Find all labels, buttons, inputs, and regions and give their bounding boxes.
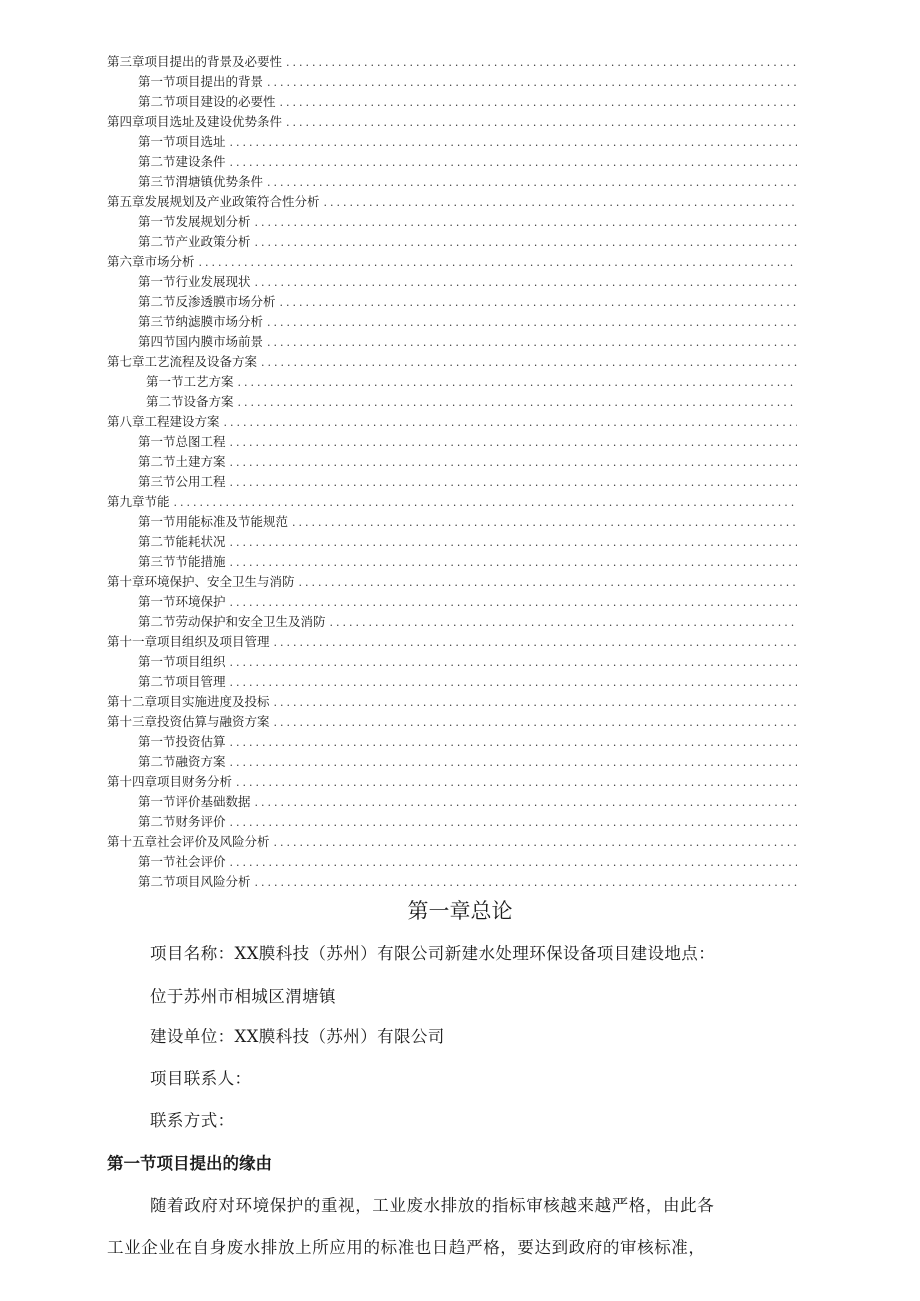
toc-dot-leader	[267, 333, 797, 353]
toc-entry-text: 第一节总图工程	[138, 434, 226, 449]
toc-entry-text: 第一节评价基础数据	[138, 794, 251, 809]
toc-chapter-entry[interactable]	[107, 572, 797, 592]
toc-dot-leader	[267, 173, 797, 193]
toc-section-entry[interactable]	[107, 512, 797, 532]
toc-dot-leader	[274, 633, 797, 653]
toc-section-entry[interactable]	[107, 732, 797, 752]
toc-dot-leader	[324, 193, 797, 213]
toc-entry-text: 第二节融资方案	[138, 754, 226, 769]
toc-dot-leader	[230, 473, 797, 493]
toc-dot-leader	[238, 373, 797, 393]
toc-dot-leader	[230, 653, 797, 673]
toc-entry-text: 第十五章社会评价及风险分析	[107, 834, 270, 849]
toc-section-entry[interactable]	[107, 532, 797, 552]
toc-dot-leader	[238, 393, 797, 413]
toc-dot-leader	[274, 833, 797, 853]
toc-dot-leader	[286, 53, 797, 73]
toc-chapter-entry[interactable]	[107, 412, 797, 432]
paragraph-line-2: 工业企业在自身废水排放上所应用的标准也日趋严格，要达到政府的审核标准，	[107, 1238, 706, 1257]
toc-entry-text: 第二节项目管理	[138, 674, 226, 689]
section-title: 第一节项目提出的缘由	[107, 1154, 272, 1173]
toc-chapter-entry[interactable]	[107, 492, 797, 512]
toc-entry-text: 第三节节能措施	[138, 554, 226, 569]
project-location-line: 位于苏州市相城区渭塘镇	[150, 987, 336, 1006]
toc-section-entry[interactable]	[107, 292, 797, 312]
toc-section-entry[interactable]	[107, 792, 797, 812]
toc-section-entry[interactable]	[107, 332, 797, 352]
toc-section-entry[interactable]	[107, 372, 797, 392]
toc-chapter-entry[interactable]	[107, 52, 797, 72]
toc-entry-text: 第二节反渗透膜市场分析	[138, 294, 276, 309]
toc-entry-text: 第十章环境保护、安全卫生与消防	[107, 574, 295, 589]
toc-dot-leader	[230, 553, 797, 573]
toc-dot-leader	[274, 713, 797, 733]
toc-entry-text: 第二节设备方案	[146, 394, 234, 409]
toc-entry-text: 第二节项目风险分析	[138, 874, 251, 889]
toc-entry-text: 第二节项目建设的必要性	[138, 94, 276, 109]
toc-dot-leader	[255, 873, 797, 893]
toc-dot-leader	[255, 233, 797, 253]
toc-dot-leader	[224, 413, 797, 433]
toc-section-entry[interactable]	[107, 312, 797, 332]
toc-chapter-entry[interactable]	[107, 252, 797, 272]
toc-entry-text: 第三节公用工程	[138, 474, 226, 489]
toc-entry-text: 第二节建设条件	[138, 154, 226, 169]
toc-dot-leader	[230, 453, 797, 473]
toc-entry-text: 第一节用能标准及节能规范	[138, 514, 289, 529]
toc-dot-leader	[230, 533, 797, 553]
toc-entry-text: 第四章项目选址及建设优势条件	[107, 114, 283, 129]
toc-dot-leader	[236, 773, 797, 793]
toc-chapter-entry[interactable]	[107, 352, 797, 372]
toc-section-entry[interactable]	[107, 92, 797, 112]
chapter-title: 第一章总论	[407, 899, 513, 923]
toc-entry-text: 第一节项目组织	[138, 654, 226, 669]
toc-dot-leader	[230, 593, 797, 613]
toc-entry-text: 第四节国内膜市场前景	[138, 334, 264, 349]
toc-dot-leader	[299, 573, 797, 593]
toc-section-entry[interactable]	[107, 152, 797, 172]
toc-chapter-entry[interactable]	[107, 632, 797, 652]
toc-entry-text: 第一节项目提出的背景	[138, 74, 264, 89]
toc-dot-leader	[230, 153, 797, 173]
toc-entry-text: 第五章发展规划及产业政策符合性分析	[107, 194, 320, 209]
toc-dot-leader	[230, 133, 797, 153]
contact-method-line: 联系方式：	[150, 1111, 235, 1130]
toc-dot-leader	[280, 93, 797, 113]
toc-section-entry[interactable]	[107, 132, 797, 152]
toc-dot-leader	[255, 213, 797, 233]
toc-entry-text: 第二节财务评价	[138, 814, 226, 829]
toc-section-entry[interactable]	[107, 552, 797, 572]
toc-section-entry[interactable]	[107, 392, 797, 412]
toc-section-entry[interactable]	[107, 452, 797, 472]
toc-entry-text: 第二节能耗状况	[138, 534, 226, 549]
toc-dot-leader	[230, 433, 797, 453]
toc-entry-text: 第八章工程建设方案	[107, 414, 220, 429]
toc-entry-text: 第一节环境保护	[138, 594, 226, 609]
toc-dot-leader	[280, 293, 797, 313]
toc-entry-text: 第一节行业发展现状	[138, 274, 251, 289]
toc-dot-leader	[230, 673, 797, 693]
toc-entry-text: 第二节土建方案	[138, 454, 226, 469]
toc-chapter-entry[interactable]	[107, 712, 797, 732]
toc-entry-text: 第三节渭塘镇优势条件	[138, 174, 264, 189]
toc-chapter-entry[interactable]	[107, 112, 797, 132]
toc-dot-leader	[230, 853, 797, 873]
toc-dot-leader	[267, 73, 797, 93]
toc-chapter-entry[interactable]	[107, 192, 797, 212]
toc-section-entry[interactable]	[107, 232, 797, 252]
toc-dot-leader	[292, 513, 797, 533]
toc-section-entry[interactable]	[107, 872, 797, 892]
toc-entry-text: 第一节工艺方案	[146, 374, 234, 389]
toc-dot-leader	[199, 253, 797, 273]
toc-entry-text: 第七章工艺流程及设备方案	[107, 354, 258, 369]
toc-section-entry[interactable]	[107, 212, 797, 232]
project-name-line: 项目名称：XX膜科技（苏州）有限公司新建水处理环保设备项目建设地点：	[150, 944, 716, 963]
toc-dot-leader	[174, 493, 797, 513]
toc-dot-leader	[230, 733, 797, 753]
toc-dot-leader	[255, 793, 797, 813]
toc-entry-text: 第二节产业政策分析	[138, 234, 251, 249]
toc-entry-text: 第九章节能	[107, 494, 170, 509]
toc-section-entry[interactable]	[107, 752, 797, 772]
toc-dot-leader	[330, 613, 797, 633]
toc-entry-text: 第一节项目选址	[138, 134, 226, 149]
toc-entry-text: 第十一章项目组织及项目管理	[107, 634, 270, 649]
toc-entry-text: 第十二章项目实施进度及投标	[107, 694, 270, 709]
toc-section-entry[interactable]	[107, 272, 797, 292]
toc-section-entry[interactable]	[107, 72, 797, 92]
paragraph-line-1: 随着政府对环境保护的重视，工业废水排放的指标审核越来越严格，由此各	[150, 1196, 715, 1215]
toc-section-entry[interactable]	[107, 172, 797, 192]
project-contact-line: 项目联系人：	[150, 1069, 252, 1088]
toc-dot-leader	[230, 813, 797, 833]
toc-chapter-entry[interactable]	[107, 772, 797, 792]
construction-unit-line: 建设单位：XX膜科技（苏州）有限公司	[150, 1027, 445, 1046]
toc-section-entry[interactable]	[107, 612, 797, 632]
toc-section-entry[interactable]	[107, 812, 797, 832]
toc-dot-leader	[230, 753, 797, 773]
toc-entry-text: 第三章项目提出的背景及必要性	[107, 54, 283, 69]
toc-section-entry[interactable]	[107, 432, 797, 452]
toc-entry-text: 第一节社会评价	[138, 854, 226, 869]
toc-entry-text: 第十三章投资估算与融资方案	[107, 714, 270, 729]
toc-chapter-entry[interactable]	[107, 832, 797, 852]
toc-entry-text: 第一节发展规划分析	[138, 214, 251, 229]
table-of-contents	[107, 52, 797, 892]
toc-section-entry[interactable]	[107, 672, 797, 692]
toc-dot-leader	[274, 693, 797, 713]
toc-dot-leader	[261, 353, 797, 373]
toc-dot-leader	[267, 313, 797, 333]
toc-chapter-entry[interactable]	[107, 692, 797, 712]
toc-section-entry[interactable]	[107, 592, 797, 612]
toc-section-entry[interactable]	[107, 472, 797, 492]
toc-entry-text: 第二节劳动保护和安全卫生及消防	[138, 614, 326, 629]
toc-section-entry[interactable]	[107, 652, 797, 672]
toc-entry-text: 第一节投资估算	[138, 734, 226, 749]
toc-dot-leader	[286, 113, 797, 133]
toc-entry-text: 第三节纳滤膜市场分析	[138, 314, 264, 329]
toc-entry-text: 第十四章项目财务分析	[107, 774, 233, 789]
toc-dot-leader	[255, 273, 797, 293]
toc-section-entry[interactable]	[107, 852, 797, 872]
toc-entry-text: 第六章市场分析	[107, 254, 195, 269]
